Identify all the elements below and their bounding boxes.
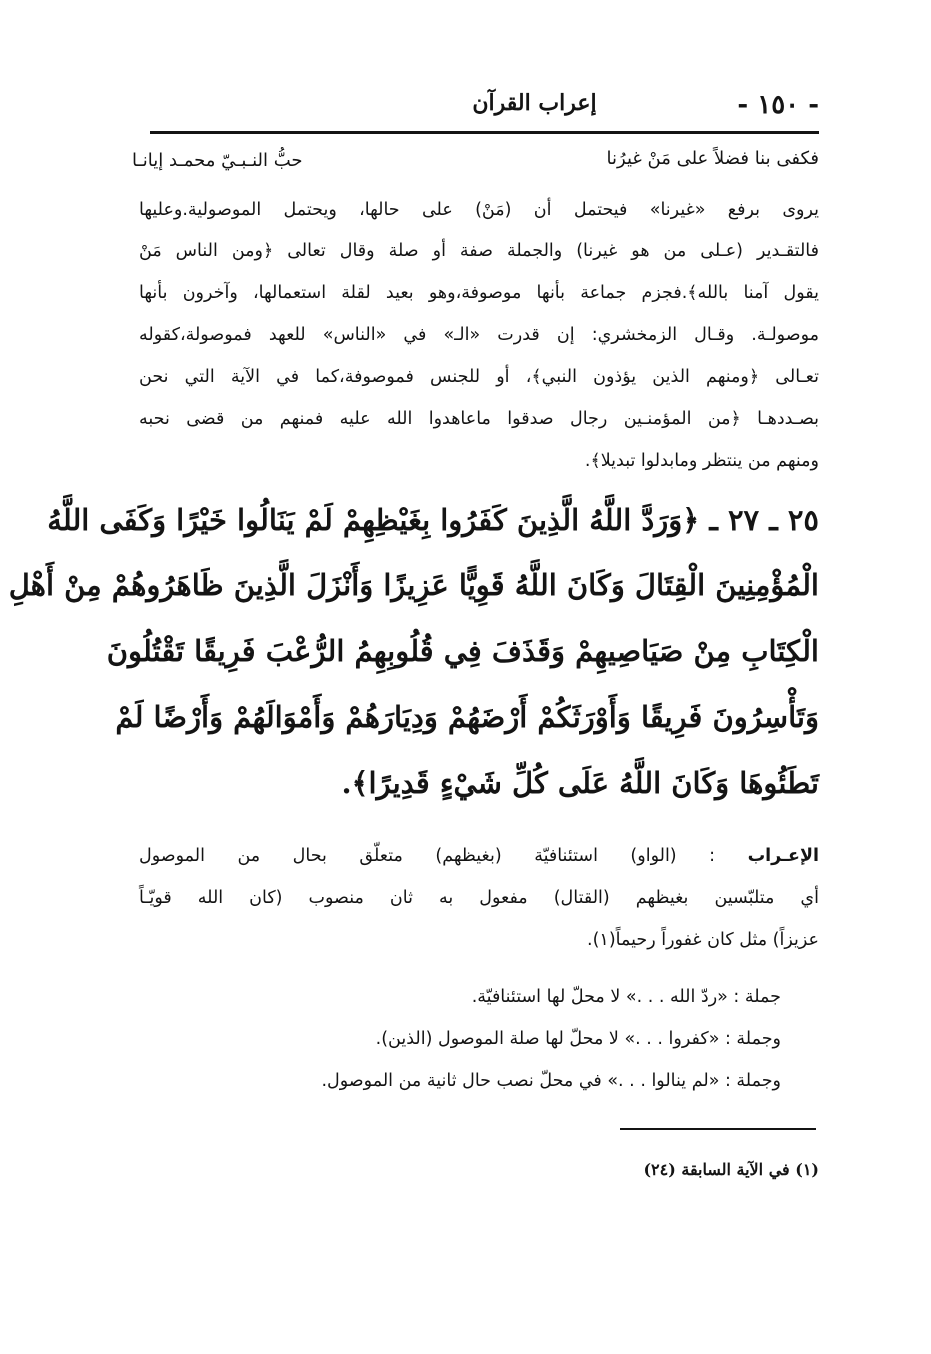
- paragraph-line: فالتقـدير (عـلى من هو غيرنا) والجملة صفة أو صلة وقال تعالى ﴿ومن الناس مَنْ: [139, 241, 819, 261]
- header-rule: [150, 131, 819, 134]
- paragraph-line: ومنهم من ينتظر ومابدلوا تبديلا﴾.: [584, 451, 819, 471]
- verse-line: تَطَئُوهَا وَكَانَ اللَّهُ عَلَى كُلِّ شَيْءٍ قَدِيرًا﴾.: [341, 766, 819, 800]
- book-title: إعراب القرآن: [472, 90, 597, 116]
- sentence-analysis: جملة : «ردّ الله . . .» لا محلّ لها استئنافيّة.: [471, 987, 781, 1007]
- paragraph-line: بصـددهـا ﴿من المؤمنـين رجال صدقوا ماعاهدوا الله عليه فمنهم من قضى نحبه: [139, 409, 819, 429]
- paragraph-line: يقول آمنا بالله﴾.فجزم جماعة بأنها موصوفة،وهو بعيد لقلة استعمالها، وآخرون بأنها: [139, 283, 819, 303]
- footnote-rule: [620, 1128, 816, 1130]
- irab-line-1: [139, 846, 819, 866]
- irab-text: : (الواو) استئنافيّة (بغيظهم) متعلّق بحال من الموصول: [139, 846, 716, 866]
- sentence-analysis: وجملة : «كفروا . . .» لا محلّ لها صلة الموصول (الذين).: [375, 1029, 781, 1049]
- footnote: (١) في الآية السابقة (٢٤): [643, 1160, 819, 1179]
- page-header: [150, 88, 819, 128]
- paragraph-line: موصولـة. وقـال الزمخشري: إن قدرت «الـ» في «الناس» للعهد فموصولة،كقوله: [139, 325, 819, 345]
- poem-left-hemistich: حبُّ النـبـيّ محمـد إيانـا: [132, 150, 303, 171]
- paragraph-line: يروى برفع «غيرنا» فيحتمل أن (مَنْ) على حالها، ويحتمل الموصولية.وعليها: [139, 200, 819, 220]
- paragraph-line: تعـالى ﴿ومنهم الذين يؤذون النبي﴾، أو للجنس فموصوفة،كما في الآية التي نحن: [139, 367, 819, 387]
- verse-line: وَتَأْسِرُونَ فَرِيقًا وَأَوْرَثَكُمْ أَرْضَهُمْ وَدِيَارَهُمْ وَأَمْوَالَهُمْ وَأَرْضًا لَمْ: [115, 700, 819, 734]
- verse-line: الْمُؤْمِنِينَ الْقِتَالَ وَكَانَ اللَّهُ قَوِيًّا عَزِيزًا وَأَنْزَلَ الَّذِينَ ظَاهَرُوهُمْ مِنْ أَهْلِ: [8, 568, 819, 602]
- irab-label: الإعـراب: [747, 846, 819, 866]
- irab-line-2: أي متلبّسين بغيظهم (القتال) مفعول به ثان منصوب (كان الله قويّـاً: [139, 888, 819, 908]
- verse-line: ٢٥ ـ ٢٧ ـ ﴿وَرَدَّ اللَّهُ الَّذِينَ كَفَرُوا بِغَيْظِهِمْ لَمْ يَنَالُوا خَيْرًا وَكَفَى اللَّهُ: [47, 503, 819, 537]
- verse-line: الْكِتَابِ مِنْ صَيَاصِيهِمْ وَقَذَفَ فِي قُلُوبِهِمُ الرُّعْبَ فَرِيقًا تَقْتُلُونَ: [106, 634, 819, 668]
- page-number: - ١٥٠ -: [737, 90, 819, 120]
- sentence-analysis: وجملة : «لم ينالوا . . .» في محلّ نصب حال ثانية من الموصول.: [321, 1071, 781, 1091]
- poem-right-hemistich: فكفى بنا فضلاً على مَنْ غيرُنا: [606, 148, 819, 169]
- irab-line-3: عزيزاً) مثل كان غفوراً رحيماً(١).: [587, 930, 819, 950]
